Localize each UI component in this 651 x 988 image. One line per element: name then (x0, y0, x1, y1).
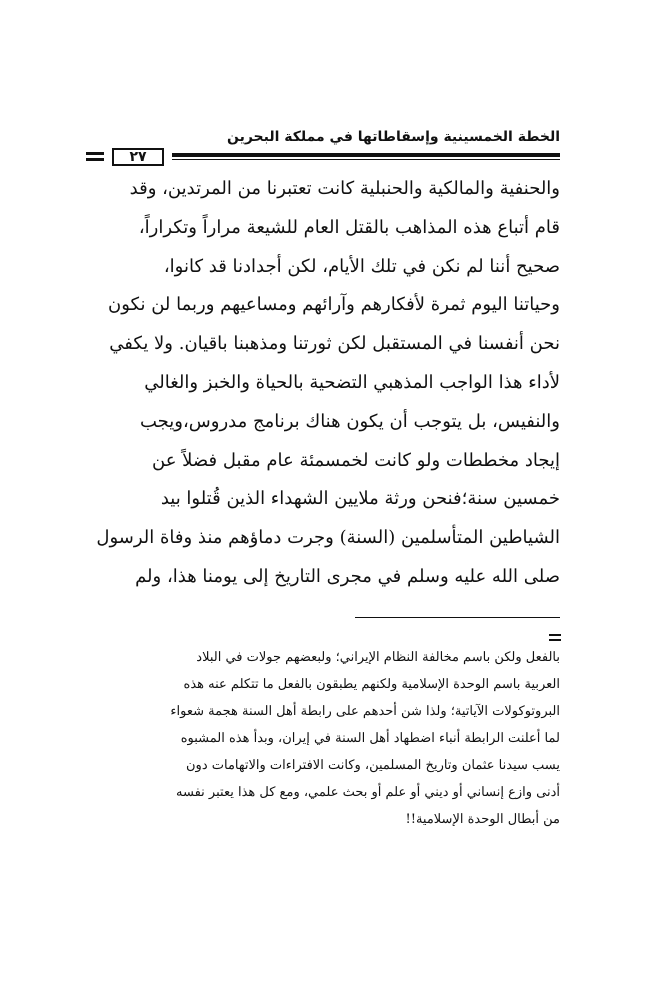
footnote-line: يسب سيدنا عثمان وتاريخ المسلمين، وكانت الافتراءات والاتهامات دون (186, 758, 560, 773)
body-line: لأداء هذا الواجب المذهبي التضحية بالحياة والخبز والغالي (144, 371, 560, 393)
header-rule-thick (172, 153, 560, 157)
body-line: خمسين سنة؛فنحن ورثة ملايين الشهداء الذين قُتلوا بيد (160, 488, 560, 510)
footnote-line: بالفعل ولكن باسم مخالفة النظام الإيراني؛ ولبعضهم جولات في البلاد (196, 650, 560, 665)
body-line: والنفيس، بل يتوجب أن يكون هناك برنامج مدروس،ويجب (139, 410, 560, 432)
page-number: ٢٧ (112, 148, 164, 166)
body-line: الشياطين المتأسلمين (السنة) وجرت دماؤهم منذ وفاة الرسول (96, 527, 560, 549)
footnote-continuation-mark (549, 631, 561, 643)
body-text (86, 170, 560, 597)
ornament-bar (86, 158, 104, 161)
body-line: إيجاد مخططات ولو كانت لخمسمئة عام مقبل فضلاً عن (152, 449, 560, 471)
body-line: وحياتنا اليوم ثمرة لأفكارهم وآرائهم ومساعيهم وربما لن نكون (108, 294, 560, 316)
body-line: قام أتباع هذه المذاهب بالقتل العام للشيعة مراراً وتكراراً، (138, 216, 560, 238)
footnote-separator (355, 617, 560, 618)
footnote-line: العربية باسم الوحدة الإسلامية ولكنهم يطبقون بالفعل ما تتكلم عنه هذه (183, 677, 560, 692)
header-rule-thin (172, 159, 560, 160)
footnote-text (86, 644, 560, 833)
body-line: صلى الله عليه وسلم في مجرى التاريخ إلى يومنا هذا، ولم (135, 565, 560, 587)
footnote-line: أدنى وازع إنساني أو ديني أو علم أو بحث علمي، ومع كل هذا يعتبر نفسه (176, 785, 560, 800)
body-line: والحنفية والمالكية والحنبلية كانت تعتبرنا من المرتدين، وقد (129, 178, 560, 199)
footnote-line: من أبطال الوحدة الإسلامية!! (405, 812, 560, 827)
footnote-line: لما أعلنت الرابطة أنباء اضطهاد أهل السنة في إيران، وبدأ هذه المشبوه (180, 731, 560, 746)
ornament-bar (86, 152, 104, 155)
footnote-line: البروتوكولات الآياتية؛ ولذا شن أحدهم على رابطة أهل السنة هجمة شعواء (170, 704, 560, 719)
running-title: الخطة الخمسينية وإسقاطاتها في مملكة البحرين (226, 129, 560, 145)
header-rule (86, 148, 560, 166)
body-line: صحيح أننا لم نكن في تلك الأيام، لكن أجدادنا قد كانوا، (163, 255, 560, 277)
body-line: نحن أنفسنا في المستقبل لكن ثورتنا ومذهبنا باقيان. ولا يكفي (109, 333, 560, 355)
